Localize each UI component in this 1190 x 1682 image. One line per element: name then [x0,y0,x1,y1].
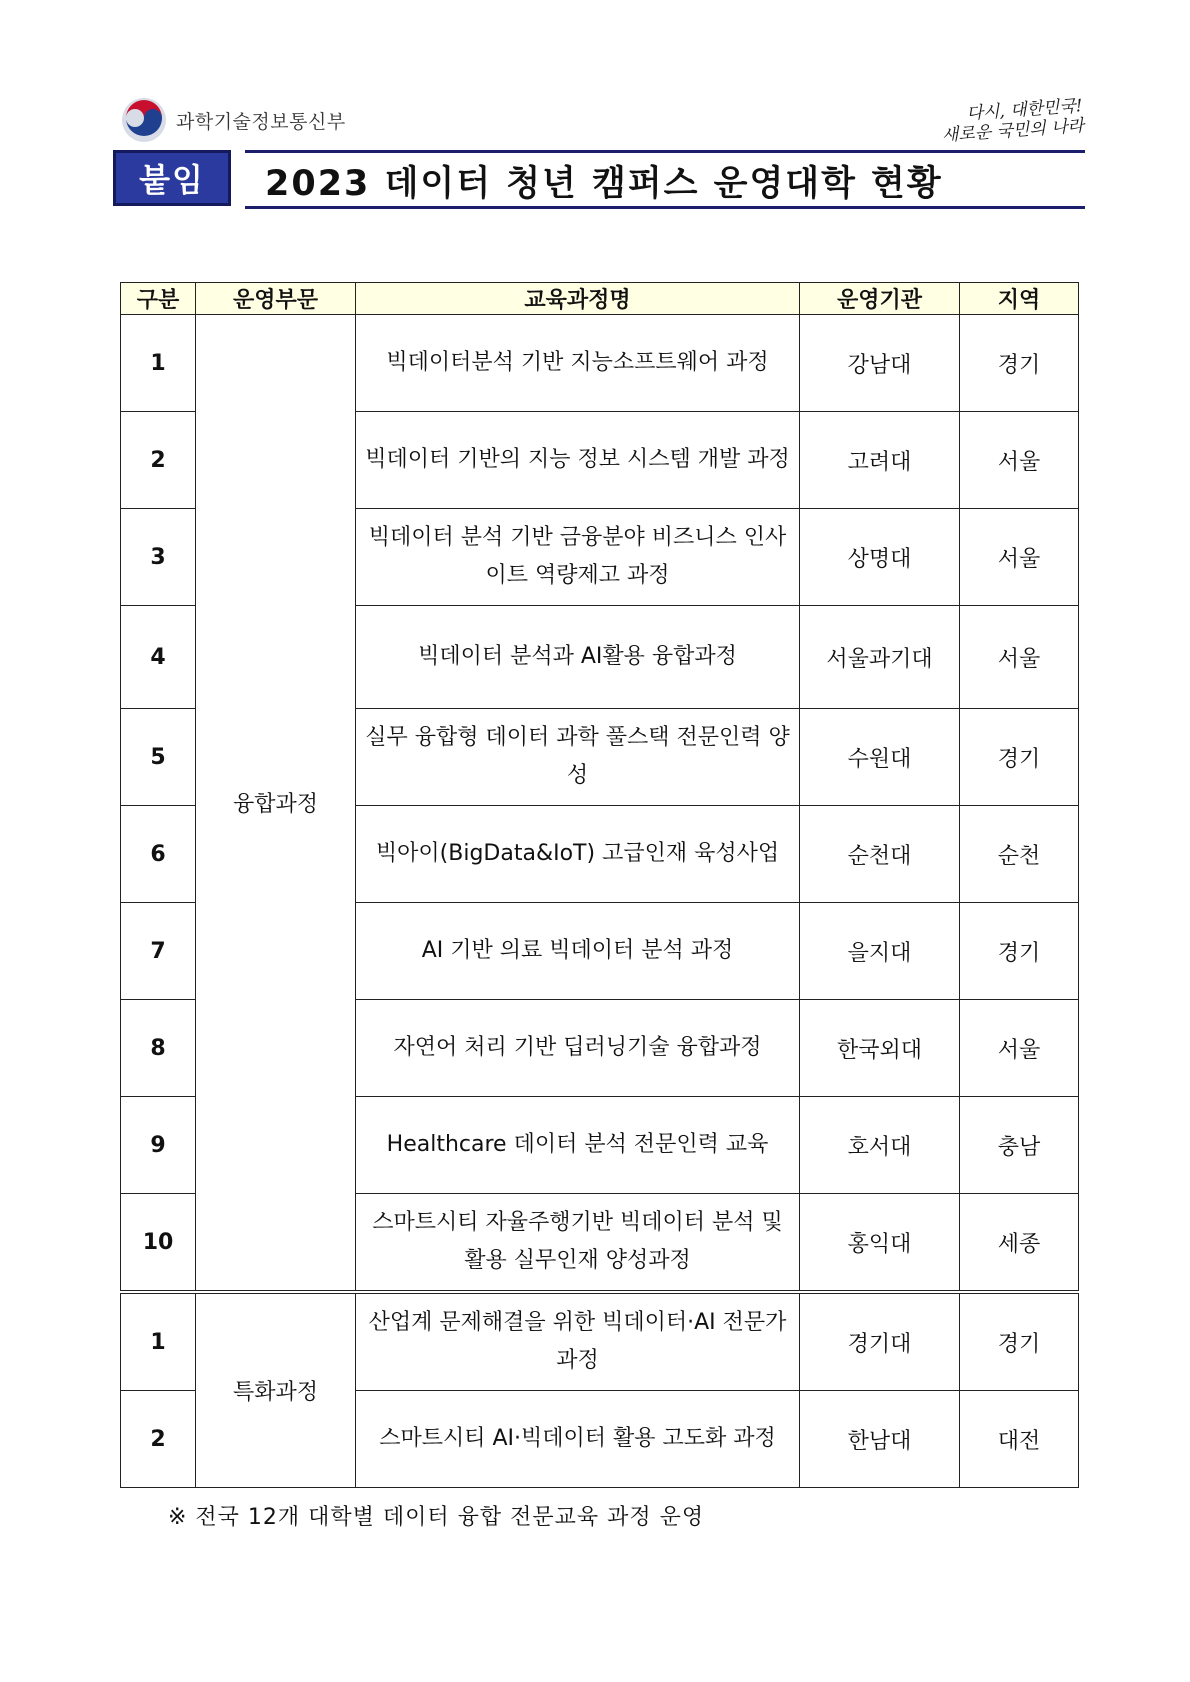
course-name: 산업계 문제해결을 위한 빅데이터·AI 전문가 과정 [356,1292,800,1391]
org-name: 한남대 [800,1391,960,1488]
org-name: 경기대 [800,1292,960,1391]
region: 순천 [960,806,1079,903]
org-name: 순천대 [800,806,960,903]
course-name: 빅아이(BigData&IoT) 고급인재 육성사업 [356,806,800,903]
region: 대전 [960,1391,1079,1488]
university-table [120,282,1079,1488]
region: 경기 [960,709,1079,806]
org-name: 강남대 [800,315,960,412]
course-name: 실무 융합형 데이터 과학 풀스택 전문인력 양성 [356,709,800,806]
course-name: 빅데이터 분석과 AI활용 융합과정 [356,606,800,709]
row-number: 1 [121,1292,196,1391]
org-name: 수원대 [800,709,960,806]
region: 경기 [960,1292,1079,1391]
org-name: 상명대 [800,509,960,606]
slogan [940,96,1085,146]
course-name: 빅데이터 기반의 지능 정보 시스템 개발 과정 [356,412,800,509]
region: 서울 [960,412,1079,509]
course-name: 자연어 처리 기반 딥러닝기술 융합과정 [356,1000,800,1097]
title-bar [113,150,1085,212]
org-name: 고려대 [800,412,960,509]
section-cell: 융합과정 [196,315,356,1293]
row-number: 4 [121,606,196,709]
table-header-row [121,283,1079,315]
org-name: 호서대 [800,1097,960,1194]
page-header [120,90,1085,145]
table-row [121,1292,1079,1391]
course-name: 스마트시티 자율주행기반 빅데이터 분석 및 활용 실무인재 양성과정 [356,1194,800,1293]
col-header-region: 지역 [960,283,1079,315]
org-name: 을지대 [800,903,960,1000]
section-cell: 특화과정 [196,1292,356,1488]
col-header-no: 구분 [121,283,196,315]
footnote: ※ 전국 12개 대학별 데이터 융합 전문교육 과정 운영 [168,1505,705,1530]
region: 충남 [960,1097,1079,1194]
region: 경기 [960,903,1079,1000]
region: 서울 [960,606,1079,709]
row-number: 10 [121,1194,196,1293]
row-number: 9 [121,1097,196,1194]
slogan-line-1: 다시, 대한민국! [965,96,1083,125]
row-number: 1 [121,315,196,412]
col-header-org: 운영기관 [800,283,960,315]
col-header-course: 교육과정명 [356,283,800,315]
course-name: 빅데이터분석 기반 지능소프트웨어 과정 [356,315,800,412]
org-name: 서울과기대 [800,606,960,709]
row-number: 7 [121,903,196,1000]
course-name: Healthcare 데이터 분석 전문인력 교육 [356,1097,800,1194]
course-name: AI 기반 의료 빅데이터 분석 과정 [356,903,800,1000]
taegeuk-emblem-icon [120,96,168,144]
org-name: 홍익대 [800,1194,960,1293]
row-number: 8 [121,1000,196,1097]
region: 서울 [960,1000,1079,1097]
row-number: 2 [121,1391,196,1488]
course-name: 스마트시티 AI·빅데이터 활용 고도화 과정 [356,1391,800,1488]
attachment-badge: 붙임 [113,150,231,206]
row-number: 2 [121,412,196,509]
page-title: 2023 데이터 청년 캠퍼스 운영대학 현황 [265,164,943,204]
org-name: 한국외대 [800,1000,960,1097]
ministry-name: 과학기술정보통신부 [176,110,346,133]
row-number: 6 [121,806,196,903]
slogan-line-2: 새로운 국민의 나라 [941,116,1085,146]
title-rule-top [245,150,1085,153]
col-header-section: 운영부문 [196,283,356,315]
region: 서울 [960,509,1079,606]
region: 경기 [960,315,1079,412]
ministry-logo [120,96,346,144]
course-name: 빅데이터 분석 기반 금융분야 비즈니스 인사이트 역량제고 과정 [356,509,800,606]
title-rule-bottom [245,206,1085,209]
row-number: 3 [121,509,196,606]
table-row [121,315,1079,412]
region: 세종 [960,1194,1079,1293]
row-number: 5 [121,709,196,806]
